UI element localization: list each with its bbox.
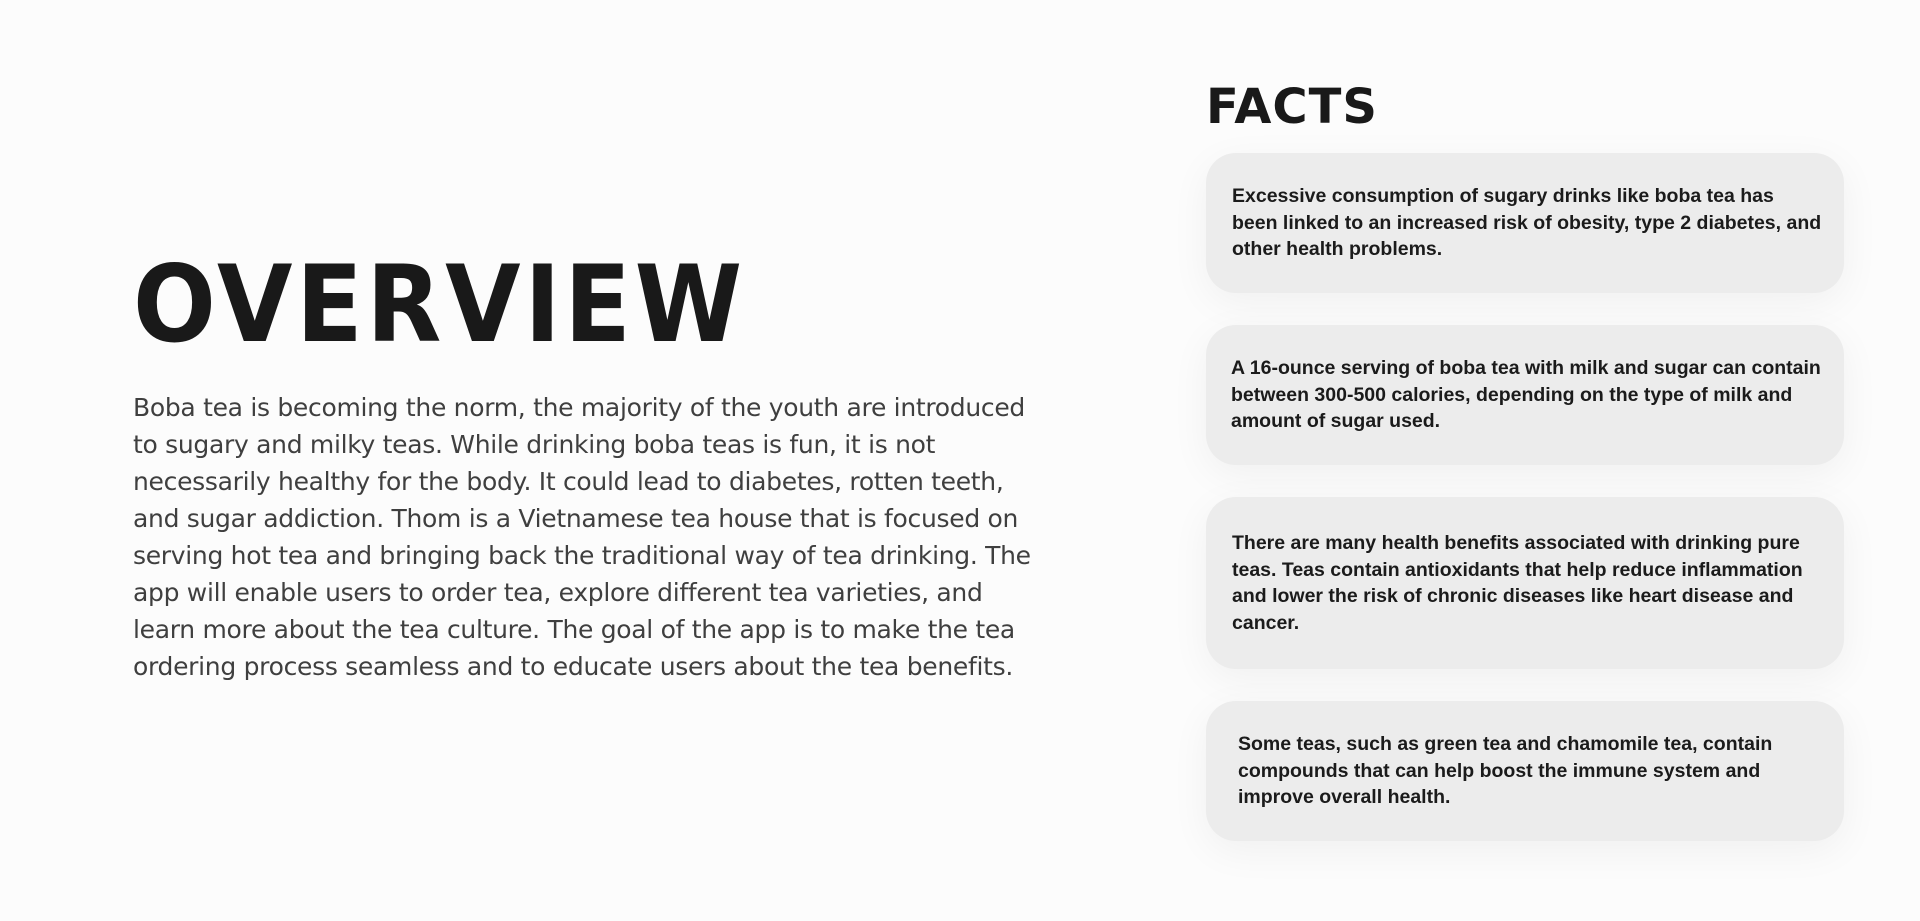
fact-text: A 16-ounce serving of boba tea with milk and sugar can contain between 300-500 calories, depending on the type of milk and amount of sugar used. [1231,357,1821,433]
fact-text: There are many health benefits associated with drinking pure teas. Teas contain antioxidants that help reduce inflammation and lower the risk of chronic diseases like heart disease and cancer. [1232,532,1803,634]
fact-text: Excessive consumption of sugary drinks like boba tea has been linked to an increased risk of obesity, type 2 diabetes, and other health problems. [1232,185,1822,261]
facts-title: FACTS [1206,79,1378,135]
fact-card [1206,325,1844,465]
overview-paragraph: Boba tea is becoming the norm, the majority of the youth are introduced to sugary and milky teas. While drinking boba teas is fun, it is not necessarily healthy for the body. It could lead to diabetes, rotten teeth, and sugar addiction. Thom is a Vietnamese tea house that is focused on serving hot tea and bringing back the traditional way of tea drinking. The app will enable users to order tea, explore different tea varieties, and learn more about the tea culture. The goal of the app is to make the tea ordering process seamless and to educate users about the tea benefits. [133,393,1031,681]
fact-text: Some teas, such as green tea and chamomile tea, contain compounds that can help boost the immune system and improve overall health. [1238,733,1773,809]
overview-title: OVERVIEW [133,243,746,366]
fact-card [1206,153,1844,293]
fact-card [1206,701,1844,841]
fact-card [1206,497,1844,669]
